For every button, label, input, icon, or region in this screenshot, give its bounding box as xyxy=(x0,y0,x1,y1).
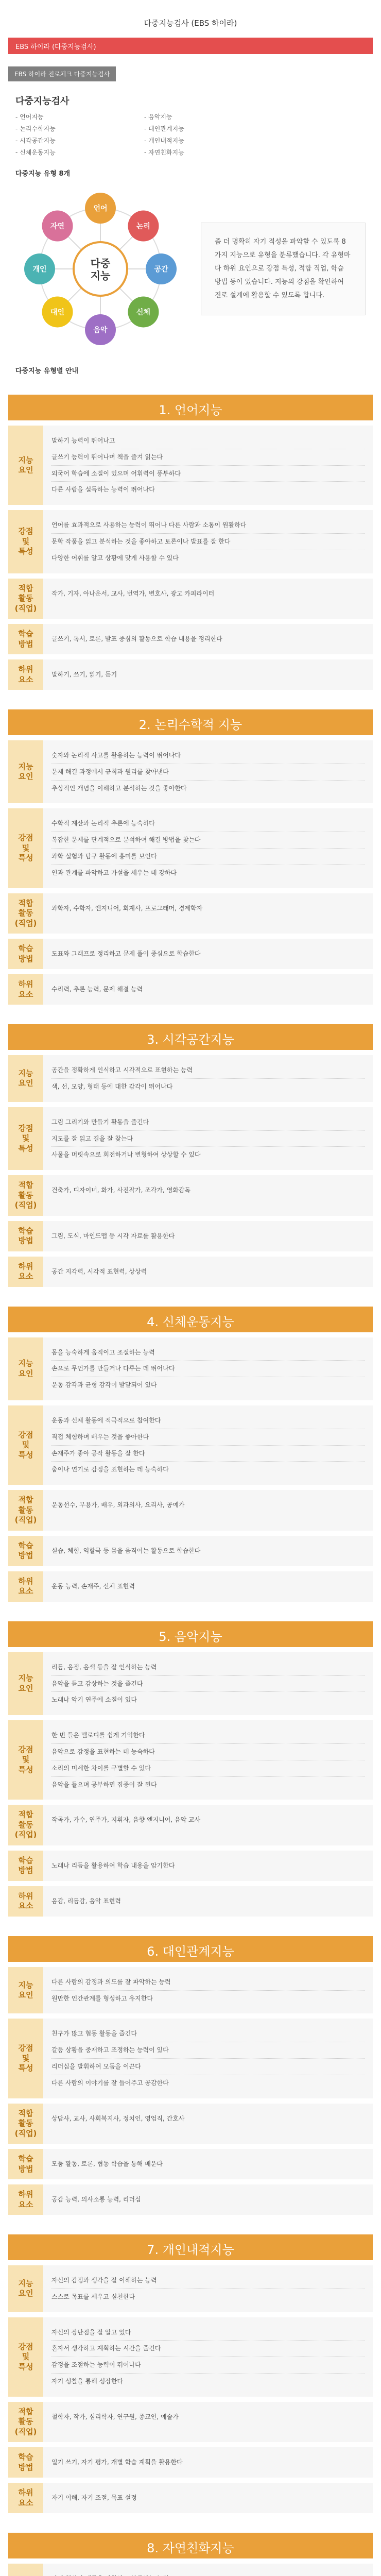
intelligence-list xyxy=(15,112,366,157)
row-line: 운동 능력, 손재주, 신체 표현력 xyxy=(51,1582,135,1590)
row-body xyxy=(43,2019,373,2098)
intro-description: 좀 더 명확히 자기 적성을 파악할 수 있도록 8가지 지능으로 유형을 분류했습니다. 각 유형마다 하위 요인으로 강점 특성, 적합 직업, 학습 방법 등이 있습니다. 지능의 강점을 확인하여 진로 설계에 활용할 수 있도록 합니다. xyxy=(201,223,366,315)
section-row xyxy=(8,1967,373,2014)
section-row xyxy=(8,1652,373,1715)
row-line: 갈등 상황을 중재하고 조정하는 능력이 있다 xyxy=(51,2042,365,2059)
row-body xyxy=(43,579,373,619)
row-label: 하위 요소 xyxy=(8,974,43,1005)
row-line: 원만한 인간관계를 형성하고 유지한다 xyxy=(51,1994,153,2002)
row-body xyxy=(43,974,373,1005)
row-line: 노래나 리듬을 활용하여 학습 내용을 암기한다 xyxy=(51,1861,175,1869)
section-row xyxy=(8,1886,373,1917)
row-label: 학습 방법 xyxy=(8,1221,43,1251)
sections xyxy=(0,395,381,2576)
section-row xyxy=(8,510,373,573)
row-line: 작가, 기자, 아나운서, 교사, 번역가, 변호사, 광고 카피라이터 xyxy=(51,589,215,597)
section-header: 8. 자연친화지능 xyxy=(8,2533,373,2558)
section-row xyxy=(8,1257,373,1287)
row-body xyxy=(43,1805,373,1845)
row-label: 지능 요인 xyxy=(8,1967,43,2014)
row-line: 자기 이해, 자기 조절, 목표 설정 xyxy=(51,2494,137,2502)
intelligence-list-item: - 논리수학지능 xyxy=(15,125,56,132)
row-body xyxy=(43,2402,373,2443)
row-line: 공감 능력, 의사소통 능력, 리더십 xyxy=(51,2196,141,2204)
row-label: 학습 방법 xyxy=(8,2149,43,2179)
section-header: 4. 신체운동지능 xyxy=(8,1307,373,1332)
row-line: 리듬, 음정, 음색 등을 잘 인식하는 능력 xyxy=(51,1659,365,1676)
diagram-node-label: 대인 xyxy=(50,308,65,317)
intelligence-section xyxy=(8,1024,373,1286)
row-line: 다른 사람을 설득하는 능력이 뛰어나다 xyxy=(51,486,155,494)
row-line: 감정을 조절하는 능력이 뛰어나다 xyxy=(51,2357,365,2374)
section-row xyxy=(8,1490,373,1531)
row-line: 리더십을 발휘하여 모둠을 이끈다 xyxy=(51,2059,365,2075)
row-label: 하위 요소 xyxy=(8,2184,43,2215)
row-line: 공간 지각력, 시각적 표현력, 상상력 xyxy=(51,1267,147,1275)
section-row xyxy=(8,2447,373,2478)
section-row xyxy=(8,2317,373,2397)
row-line: 추상적인 개념을 이해하고 분석하는 것을 좋아한다 xyxy=(51,784,187,792)
row-line: 춤이나 연기로 감정을 표현하는 데 능숙하다 xyxy=(51,1466,169,1473)
row-label: 강점 및 특성 xyxy=(8,1107,43,1170)
row-label: 지능 요인 xyxy=(8,426,43,505)
row-line: 건축가, 디자이너, 화가, 사진작가, 조각가, 영화감독 xyxy=(51,1187,190,1194)
row-label: 강점 및 특성 xyxy=(8,808,43,888)
section-row xyxy=(8,1851,373,1881)
row-line: 노래나 악기 연주에 소질이 있다 xyxy=(51,1696,137,1704)
row-body xyxy=(43,2104,373,2144)
row-label: 강점 및 특성 xyxy=(8,2019,43,2098)
page-title: 다중지능검사 (EBS 하이라) xyxy=(144,19,237,28)
row-body xyxy=(43,1851,373,1881)
intelligence-list-item: - 자연친화지능 xyxy=(144,149,184,156)
row-line: 상담사, 교사, 사회복지사, 정치인, 영업직, 간호사 xyxy=(51,2114,185,2122)
section-row xyxy=(8,2019,373,2098)
section-header: 2. 논리수학적 지능 xyxy=(8,709,373,735)
section-row xyxy=(8,974,373,1005)
row-body xyxy=(43,808,373,888)
row-line: 몸을 능숙하게 움직이고 조절하는 능력 xyxy=(51,1345,365,1361)
diagram-node-label: 개인 xyxy=(32,265,47,274)
intelligence-list-item: - 대인관계지능 xyxy=(144,125,184,132)
row-body xyxy=(43,1720,373,1800)
row-label: 지능 요인 xyxy=(8,1337,43,1400)
sub-banner: EBS 하이라 진로체크 다중지능검사 xyxy=(8,66,116,81)
row-line: 자신의 감정과 생각을 잘 이해하는 능력 xyxy=(51,2273,365,2289)
section-row xyxy=(8,939,373,969)
row-line: 실습, 체험, 역할극 등 몸을 움직이는 활동으로 학습한다 xyxy=(51,1547,201,1554)
diagram-node-label: 공간 xyxy=(154,265,168,274)
row-line: 자신의 장단점을 잘 알고 있다 xyxy=(51,2325,365,2341)
row-label: 지능 요인 xyxy=(8,1652,43,1715)
row-body xyxy=(43,510,373,573)
section-header: 3. 시각공간지능 xyxy=(8,1024,373,1050)
row-label: 적합 활동 (직업) xyxy=(8,2104,43,2144)
row-body xyxy=(43,1886,373,1917)
row-label: 지능 요인 xyxy=(8,2265,43,2312)
row-line: 외국어 학습에 소질이 있으며 어휘력이 풍부하다 xyxy=(51,466,365,482)
row-line: 글쓰기, 독서, 토론, 발표 중심의 활동으로 학습 내용을 정리한다 xyxy=(51,635,222,643)
row-line: 수리력, 추론 능력, 문제 해결 능력 xyxy=(51,986,143,993)
row-label: 지능 요인 xyxy=(8,740,43,803)
row-line: 음악을 들으며 공부하면 집중이 잘 된다 xyxy=(51,1781,157,1788)
row-body xyxy=(43,1967,373,2014)
section-row xyxy=(8,426,373,505)
section-header: 7. 개인내적지능 xyxy=(8,2234,373,2260)
row-line: 소리의 미세한 차이를 구별할 수 있다 xyxy=(51,1760,365,1777)
row-body xyxy=(43,1257,373,1287)
row-body xyxy=(43,939,373,969)
intelligence-section xyxy=(8,2234,373,2513)
section-row xyxy=(8,579,373,619)
row-line: 글쓰기 능력이 뛰어나며 책을 즐겨 읽는다 xyxy=(51,449,365,466)
row-body xyxy=(43,2483,373,2513)
diagram-node-label: 음악 xyxy=(93,326,108,334)
section-row xyxy=(8,1221,373,1251)
row-body xyxy=(43,1405,373,1485)
section-row xyxy=(8,1571,373,1602)
section-row xyxy=(8,2564,373,2576)
row-line: 공간을 정확하게 인식하고 시각적으로 표현하는 능력 xyxy=(51,1062,365,1079)
row-label: 하위 요소 xyxy=(8,1886,43,1917)
row-line: 음감, 리듬감, 음악 표현력 xyxy=(51,1897,121,1905)
row-line: 음악을 듣고 감상하는 것을 즐긴다 xyxy=(51,1676,365,1692)
row-line: 숫자와 논리적 사고를 활용하는 능력이 뛰어나다 xyxy=(51,748,365,764)
row-label: 하위 요소 xyxy=(8,659,43,690)
row-line: 말하기, 쓰기, 읽기, 듣기 xyxy=(51,671,117,679)
section-row xyxy=(8,740,373,803)
diagram-node-label: 논리 xyxy=(136,222,150,231)
row-body xyxy=(43,1337,373,1400)
section-row xyxy=(8,1805,373,1845)
row-line: 다양한 어휘를 알고 상황에 맞게 사용할 수 있다 xyxy=(51,554,179,562)
section-row xyxy=(8,1055,373,1102)
row-body xyxy=(43,624,373,654)
types-title: 다중지능 유형별 안내 xyxy=(15,367,79,375)
row-line: 손재주가 좋아 공작 활동을 잘 한다 xyxy=(51,1446,365,1462)
row-line: 운동과 신체 활동에 적극적으로 참여한다 xyxy=(51,1413,365,1429)
row-label: 학습 방법 xyxy=(8,939,43,969)
section-row xyxy=(8,624,373,654)
row-line: 과학자, 수학자, 엔지니어, 회계사, 프로그래머, 경제학자 xyxy=(51,904,203,912)
row-line: 도표와 그래프로 정리하고 문제 풀이 중심으로 학습한다 xyxy=(51,950,201,958)
row-body xyxy=(43,2184,373,2215)
row-line: 자기 성찰을 통해 성장한다 xyxy=(51,2378,123,2385)
row-body xyxy=(43,1652,373,1715)
row-label: 적합 활동 (직업) xyxy=(8,1805,43,1845)
diagram-title: 다중지능 유형 8개 xyxy=(15,170,71,178)
section-row xyxy=(8,2184,373,2215)
intelligence-list-item: - 언어지능 xyxy=(15,113,44,121)
row-label: 하위 요소 xyxy=(8,1571,43,1602)
diagram-center-label: 지능 xyxy=(90,269,111,282)
title-banner: EBS 하이라 (다중지능검사) xyxy=(8,38,373,54)
row-line: 작곡가, 가수, 연주가, 지휘자, 음향 엔지니어, 음악 교사 xyxy=(51,1816,201,1824)
section-header: 5. 음악지능 xyxy=(8,1621,373,1647)
row-label: 하위 요소 xyxy=(8,2483,43,2513)
section-header: 1. 언어지능 xyxy=(8,395,373,420)
intelligence-section xyxy=(8,1307,373,1602)
row-body xyxy=(43,893,373,934)
row-body xyxy=(43,1490,373,1531)
row-body xyxy=(43,1536,373,1566)
intelligence-list-item: - 음악지능 xyxy=(144,113,172,121)
section-row xyxy=(8,1536,373,1566)
row-label: 적합 활동 (직업) xyxy=(8,2402,43,2443)
section-row xyxy=(8,808,373,888)
row-label: 학습 방법 xyxy=(8,2447,43,2478)
row-body xyxy=(43,2317,373,2397)
row-line: 한 번 들은 멜로디를 쉽게 기억한다 xyxy=(51,1727,365,1744)
row-label: 강점 및 특성 xyxy=(8,1720,43,1800)
row-body xyxy=(43,1055,373,1102)
row-body xyxy=(43,2149,373,2179)
section-row xyxy=(8,2104,373,2144)
row-line: 복잡한 문제를 단계적으로 분석하여 해결 방법을 찾는다 xyxy=(51,832,365,849)
diagram-center-label: 다중 xyxy=(90,257,111,269)
row-line: 다른 사람의 이야기를 잘 들어주고 공감한다 xyxy=(51,2079,169,2087)
row-line: 그림 그리기와 만들기 활동을 즐긴다 xyxy=(51,1114,365,1131)
row-line: 혼자서 생각하고 계획하는 시간을 즐긴다 xyxy=(51,2341,365,2357)
row-body xyxy=(43,740,373,803)
row-line: 색, 선, 모양, 형태 등에 대한 감각이 뛰어나다 xyxy=(51,1082,173,1090)
row-line: 과학 실험과 탐구 활동에 흥미를 보인다 xyxy=(51,849,365,865)
section-row xyxy=(8,2483,373,2513)
row-label xyxy=(8,2564,43,2576)
row-line: 음악으로 감정을 표현하는 데 능숙하다 xyxy=(51,1744,365,1760)
row-label: 강점 및 특성 xyxy=(8,510,43,573)
row-line: 수학적 계산과 논리적 추론에 능숙하다 xyxy=(51,816,365,832)
intelligence-section xyxy=(8,1621,373,1917)
row-line: 친구가 많고 협동 활동을 즐긴다 xyxy=(51,2026,365,2042)
row-label: 강점 및 특성 xyxy=(8,2317,43,2397)
row-line: 사물을 머릿속으로 회전하거나 변형하여 상상할 수 있다 xyxy=(51,1151,201,1159)
row-body xyxy=(43,1107,373,1170)
section-row xyxy=(8,2149,373,2179)
row-body xyxy=(43,2265,373,2312)
row-line: 철학자, 작가, 심리학자, 연구원, 종교인, 예술가 xyxy=(51,2413,179,2420)
section-row xyxy=(8,1405,373,1485)
intelligence-list-item: - 시각공간지능 xyxy=(15,137,56,144)
section-row xyxy=(8,1175,373,1216)
row-label: 적합 활동 (직업) xyxy=(8,893,43,934)
row-line: 모둠 활동, 토론, 협동 학습을 통해 배운다 xyxy=(51,2160,163,2168)
row-line: 지도를 잘 읽고 길을 잘 찾는다 xyxy=(51,1131,365,1147)
section-row xyxy=(8,1337,373,1400)
row-line: 직접 체험하며 배우는 것을 좋아한다 xyxy=(51,1429,365,1446)
row-body xyxy=(43,659,373,690)
row-line: 손으로 무언가를 만들거나 다루는 데 뛰어나다 xyxy=(51,1361,365,1377)
row-body xyxy=(43,2564,373,2576)
section-header: 6. 대인관계지능 xyxy=(8,1936,373,1962)
row-label: 적합 활동 (직업) xyxy=(8,1490,43,1531)
intelligence-section xyxy=(8,709,373,1005)
row-line xyxy=(51,2571,365,2576)
intro-area xyxy=(15,184,366,354)
diagram-svg xyxy=(15,184,185,354)
row-line: 일기 쓰기, 자기 평가, 개별 학습 계획을 활용한다 xyxy=(51,2459,183,2466)
row-label: 적합 활동 (직업) xyxy=(8,579,43,619)
row-line: 언어를 효과적으로 사용하는 능력이 뛰어나 다른 사람과 소통이 원활하다 xyxy=(51,517,365,534)
intelligence-list-item: - 개인내적지능 xyxy=(144,137,184,144)
diagram-node-label: 자연 xyxy=(50,222,65,231)
row-line: 그림, 도식, 마인드맵 등 시각 자료를 활용한다 xyxy=(51,1232,175,1240)
section-row xyxy=(8,2265,373,2312)
diagram-node-label: 언어 xyxy=(93,205,108,213)
intro-title: 다중지능검사 xyxy=(15,96,70,107)
row-line: 문제 해결 과정에서 규칙과 원리를 찾아낸다 xyxy=(51,764,365,781)
diagram-node-label: 신체 xyxy=(136,308,150,317)
row-line: 스스로 목표를 세우고 실천한다 xyxy=(51,2293,135,2300)
section-row xyxy=(8,2402,373,2443)
intelligence-list-item: - 신체운동지능 xyxy=(15,149,56,156)
row-label: 하위 요소 xyxy=(8,1257,43,1287)
row-label: 학습 방법 xyxy=(8,624,43,654)
row-line: 다른 사람의 감정과 의도를 잘 파악하는 능력 xyxy=(51,1974,365,1991)
row-body xyxy=(43,2447,373,2478)
row-line: 인과 관계를 파악하고 가설을 세우는 데 강하다 xyxy=(51,869,177,876)
row-label: 강점 및 특성 xyxy=(8,1405,43,1485)
intelligence-section xyxy=(8,1936,373,2215)
section-row xyxy=(8,1107,373,1170)
intelligence-section xyxy=(8,2533,373,2576)
row-line: 말하기 능력이 뛰어나고 xyxy=(51,433,365,449)
section-row xyxy=(8,1720,373,1800)
row-body xyxy=(43,1221,373,1251)
section-row xyxy=(8,893,373,934)
row-line: 운동선수, 무용가, 배우, 외과의사, 요리사, 공예가 xyxy=(51,1501,185,1509)
row-label: 적합 활동 (직업) xyxy=(8,1175,43,1216)
row-line: 운동 감각과 균형 감각이 발달되어 있다 xyxy=(51,1381,157,1389)
intelligence-section xyxy=(8,395,373,690)
row-body xyxy=(43,1175,373,1216)
row-body xyxy=(43,426,373,505)
row-line: 문학 작품을 읽고 분석하는 것을 좋아하고 토론이나 발표를 잘 한다 xyxy=(51,534,365,550)
row-label: 학습 방법 xyxy=(8,1851,43,1881)
section-row xyxy=(8,659,373,690)
row-body xyxy=(43,1571,373,1602)
row-label: 지능 요인 xyxy=(8,1055,43,1102)
intelligence-diagram xyxy=(15,184,185,354)
row-label: 학습 방법 xyxy=(8,1536,43,1566)
